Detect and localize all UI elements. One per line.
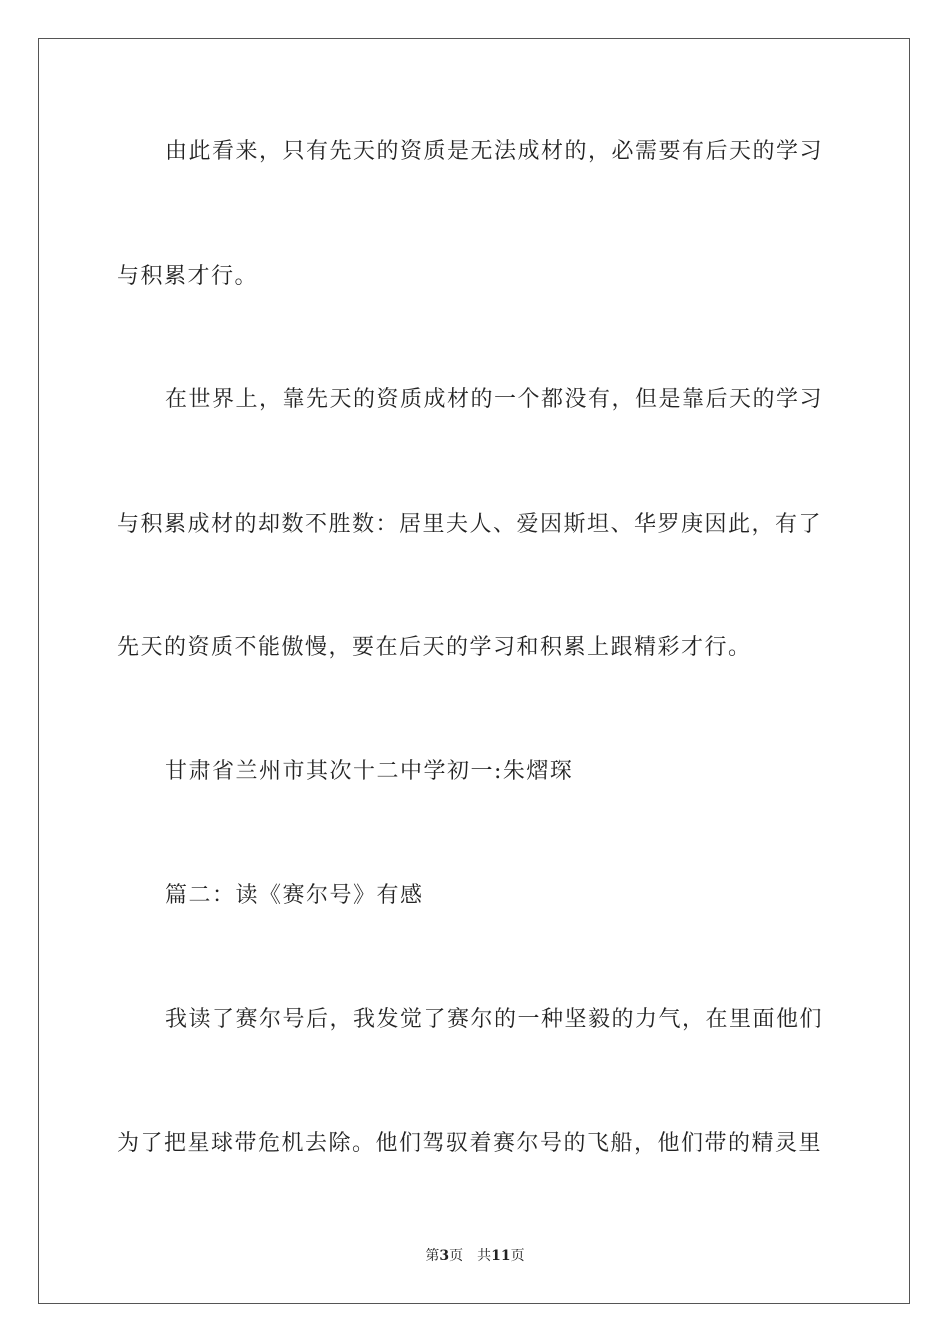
paragraph-2-line-2: 与积累成材的却数不胜数：居里夫人、爱因斯坦、华罗庚因此，有了 [117, 512, 823, 537]
paragraph-1-line-2: 与积累才行。 [117, 264, 259, 289]
footer-total-pages: 11 [491, 1248, 511, 1264]
paragraph-2-line-3: 先天的资质不能傲慢，要在后天的学习和积累上跟精彩才行。 [117, 635, 752, 660]
footer-total-suffix: 页 [510, 1248, 525, 1264]
footer-page-suffix: 页 [449, 1248, 464, 1264]
footer-page-prefix: 第 [425, 1248, 440, 1264]
paragraph-3-line-1: 我读了赛尔号后，我发觉了赛尔的一种坚毅的力气，在里面他们 [165, 1007, 824, 1032]
footer-page-number: 3 [439, 1248, 450, 1264]
section-heading: 篇二：读《赛尔号》有感 [165, 883, 424, 908]
paragraph-2-line-1: 在世界上，靠先天的资质成材的一个都没有，但是靠后天的学习 [165, 387, 824, 412]
page-footer [0, 1246, 950, 1266]
paragraph-1-line-1: 由此看来，只有先天的资质是无法成材的，必需要有后天的学习 [165, 139, 824, 164]
footer-total-prefix: 共 [477, 1248, 492, 1264]
author-line: 甘肃省兰州市其次十二中学初一:朱熠琛 [165, 759, 574, 784]
page-border [38, 38, 910, 1304]
paragraph-3-line-2: 为了把星球带危机去除。他们驾驭着赛尔号的飞船，他们带的精灵里 [117, 1131, 823, 1156]
